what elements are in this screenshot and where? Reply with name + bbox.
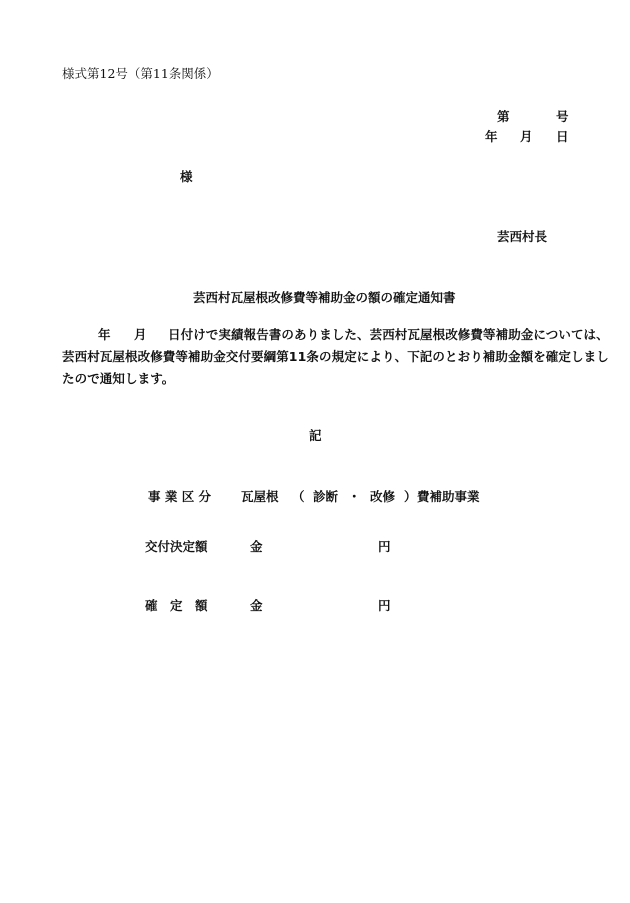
date-month: 月 — [520, 129, 533, 144]
confirmed-label: 確 定 額 — [145, 598, 208, 613]
addressee: 様 — [180, 169, 193, 184]
document-title: 芸西村瓦屋根改修費等補助金の額の確定通知書 — [193, 290, 456, 305]
body-line-2: 芸西村瓦屋根改修費等補助金交付要綱第11条の規定により、下記のとおり補助金額を確定しまし — [62, 349, 609, 364]
doc-number-suffix: 号 — [556, 109, 569, 124]
decided-label: 交付決定額 — [145, 539, 208, 554]
category-paren-open: （ — [292, 489, 305, 504]
category-label: 事 業 区 分 — [148, 489, 212, 504]
ki-heading: 記 — [309, 428, 322, 443]
category-option-repair: 改修 — [370, 489, 396, 504]
doc-number-prefix: 第 — [497, 109, 510, 124]
date-year: 年 — [485, 129, 498, 144]
category-option-diagnosis: 診断 — [313, 489, 339, 504]
date-day: 日 — [556, 129, 569, 144]
body-year: 年 — [98, 327, 111, 342]
form-label: 様式第12号（第11条関係） — [62, 66, 219, 81]
category-paren-close: ） — [404, 489, 417, 504]
body-rest: 日付けで実績報告書のありました、芸西村瓦屋根改修費等補助金については、 — [168, 327, 609, 342]
category-roof: 瓦屋根 — [241, 489, 279, 504]
body-month: 月 — [134, 327, 147, 342]
category-suffix: 費補助事業 — [417, 489, 480, 504]
confirmed-kin: 金 — [250, 598, 263, 613]
sender: 芸西村長 — [497, 229, 548, 244]
confirmed-yen: 円 — [378, 598, 391, 613]
decided-yen: 円 — [378, 539, 391, 554]
body-line-3: たので通知します。 — [62, 371, 175, 386]
category-dot: ・ — [348, 489, 361, 504]
decided-kin: 金 — [250, 539, 263, 554]
